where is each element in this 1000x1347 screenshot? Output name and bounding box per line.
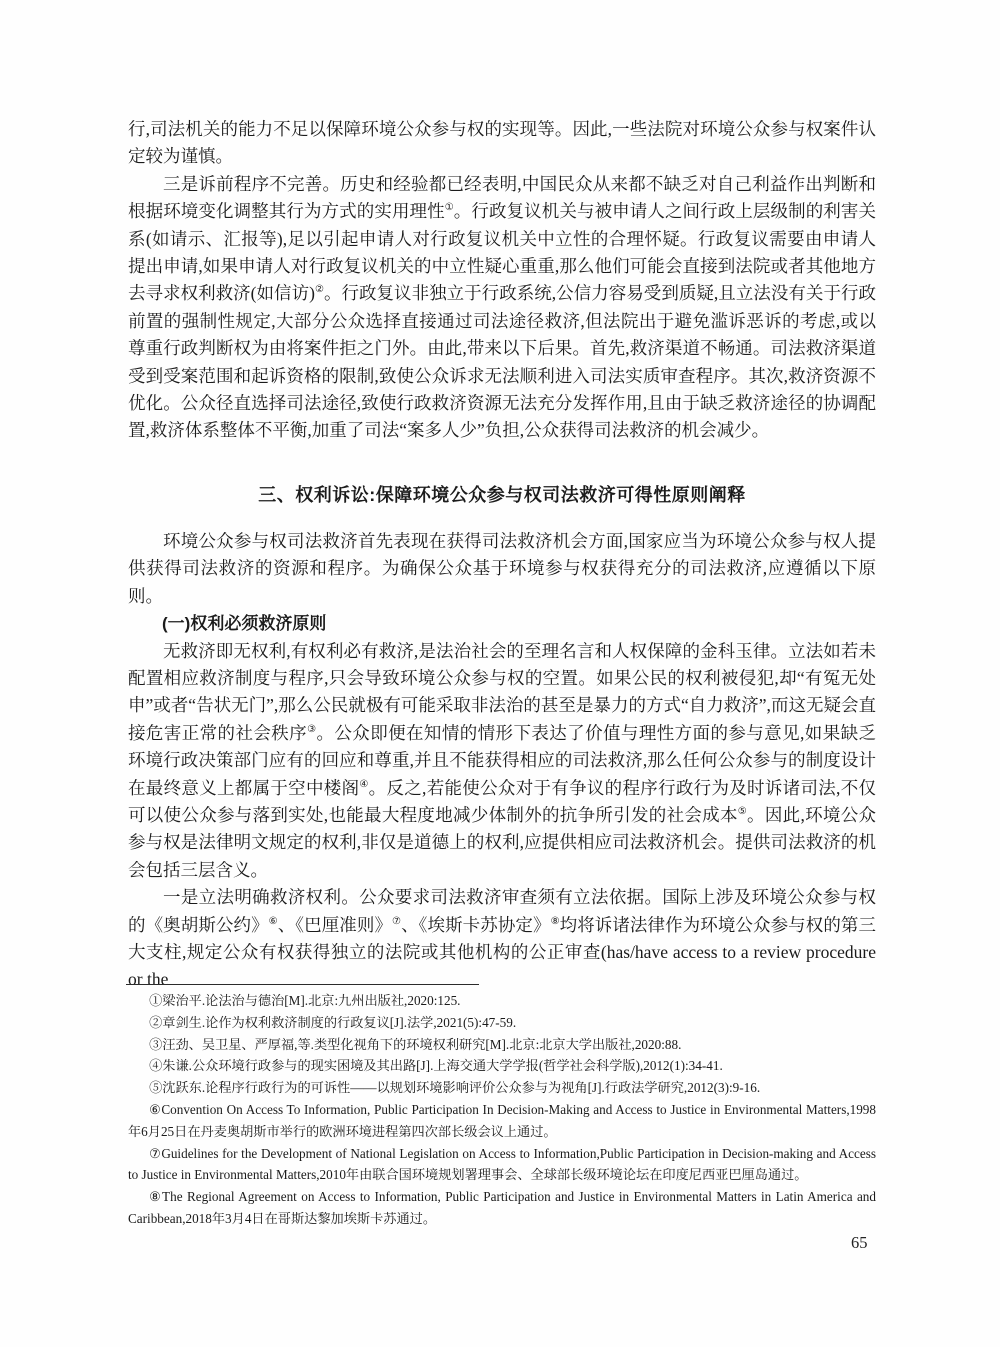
footnote-marker: ① [149, 993, 163, 1008]
article-body [128, 116, 876, 994]
footnote-item: ③汪劲、吴卫星、严厚福,等.类型化视角下的环境权利研究[M].北京:北京大学出版社,2020:88. [149, 1036, 682, 1052]
section-heading: 三、权利诉讼:保障环境公众参与权司法救济可得性原则阐释 [258, 484, 746, 505]
footnote-marker: ⑧ [149, 1189, 163, 1205]
footnote-divider [126, 984, 479, 985]
sub-heading: (一)权利必须救济原则 [162, 614, 327, 634]
footnote-item: ⑥Convention On Access To Information, Public Participation In Decision-Making and Access to Justice in Environmental Matters,1998年6月25日在丹麦奥胡斯市举行的欧洲环境进程第四次部长级会议上通过。 [128, 1101, 876, 1139]
footnote-item: ⑦Guidelines for the Development of National Legislation on Access to Information,Public Participation in Decision-making and Access to Justice in Environmental Matters,2010年由联合国环境规划署理事会、全球部长级环境论坛在印度尼西亚巴厘岛通过。 [128, 1145, 876, 1183]
body-paragraph: 行,司法机关的能力不足以保障环境公众参与权的实现等。因此,一些法院对环境公众参与权案件认定较为谨慎。 [128, 119, 876, 167]
footnote-ref: ⑦ [392, 915, 402, 927]
body-paragraph: 无救济即无权利,有权利必有救济,是法治社会的至理名言和人权保障的金科玉律。立法如若未配置相应救济制度与程序,只会导致环境公众参与权的空置。如果公民的权利被侵犯,却“有冤无处申”或者“告状无门”,那么公民就极有可能采取非法治的甚至是暴力的方式“自力救济”,而这无疑会直接危害正常的社会秩序③。公众即便在知情的情形下表达了价值与理性方面的参与意见,如果缺乏环境行政决策部门应有的回应和尊重,并且不能获得相应的司法救济,那么任何公众参与的制度设计在最终意义上都属于空中楼阁④。反之,若能使公众对于有争议的程序行政行为及时诉诸司法,不仅可以使公众参与落到实处,也能最大程度地减少体制外的抗争所引发的社会成本⑤。因此,环境公众参与权是法律明文规定的权利,非仅是道德上的权利,应提供相应司法救济机会。提供司法救济的机会包括三层含义。 [128, 640, 877, 880]
footnote-marker: ④ [149, 1058, 163, 1074]
footnote-marker: ⑦ [149, 1145, 162, 1161]
footnote-marker: ⑥ [149, 1101, 162, 1117]
footnote-ref: ① [444, 202, 454, 214]
footnote-marker: ③ [149, 1036, 163, 1052]
footnote-ref: ④ [359, 778, 369, 790]
footnote-ref: ⑥ [268, 915, 278, 927]
footnote-ref: ⑤ [737, 806, 748, 818]
footnote-item: ④朱谦.公众环境行政参与的现实困境及其出路[J].上海交通大学学报(哲学社会科学版),2012(1):34-41. [149, 1058, 723, 1074]
footnotes-list [128, 990, 876, 1230]
footnote-item: ⑤沈跃东.论程序行政行为的可诉性——以规划环境影响评价公众参与为视角[J].行政法学研究,2012(3):9-16. [149, 1080, 761, 1096]
footnote-ref: ③ [307, 723, 317, 735]
footnote-item: ②章剑生.论作为权利救济制度的行政复议[J].法学,2021(5):47-59. [149, 1014, 517, 1030]
body-paragraph: 一是立法明确救济权利。公众要求司法救济审查须有立法依据。国际上涉及环境公众参与权的《奥胡斯公约》⑥、《巴厘准则》⑦、《埃斯卡苏协定》⑧均将诉诸法律作为环境公众参与权的第三大支柱,规定公众有权获得独立的法院或其他机构的公正审查(has/have access to a review procedure or the [128, 887, 876, 990]
footnote-item: ⑧The Regional Agreement on Access to Information, Public Participation and Justice in Environmental Matters in Latin America and Caribbean,2018年3月4日在哥斯达黎加埃斯卡苏通过。 [128, 1189, 876, 1226]
footnote-ref: ② [314, 284, 324, 296]
footnote-marker: ② [149, 1014, 163, 1030]
footnote-ref: ⑧ [550, 915, 560, 927]
footnote-item: ①梁治平.论法治与德治[M].北京:九州出版社,2020:125. [149, 993, 461, 1008]
body-paragraph: 环境公众参与权司法救济首先表现在获得司法救济机会方面,国家应当为环境公众参与权人提供获得司法救济的资源和程序。为确保公众基于环境参与权获得充分的司法救济,应遵循以下原则。 [128, 530, 876, 606]
footnote-marker: ⑤ [149, 1080, 163, 1096]
page-number: 65 [851, 1233, 868, 1252]
body-paragraph: 三是诉前程序不完善。历史和经验都已经表明,中国民众从来都不缺乏对自己利益作出判断和根据环境变化调整其行为方式的实用理性①。行政复议机关与被申请人之间行政上层级制的利害关系(如请示、汇报等),足以引起申请人对行政复议机关中立性的合理怀疑。行政复议需要由申请人提出申请,如果申请人对行政复议机关的中立性疑心重重,那么他们可能会直接到法院或者其他地方去寻求权利救济(如信访)②。行政复议非独立于行政系统,公信力容易受到质疑,且立法没有关于行政前置的强制性规定,大部分公众选择直接通过司法途径救济,但法院出于避免滥诉恶诉的考虑,或以尊重行政判断权为由将案件拒之门外。由此,带来以下后果。首先,救济渠道不畅通。司法救济渠道受到受案范围和起诉资格的限制,致使公众诉求无法顺利进入司法实质审查程序。其次,救济资源不优化。公众径直选择司法途径,致使行政救济资源无法充分发挥作用,且由于缺乏救济途径的协调配置,救济体系整体不平衡,加重了司法“案多人少”负担,公众获得司法救济的机会减少。 [128, 173, 877, 441]
